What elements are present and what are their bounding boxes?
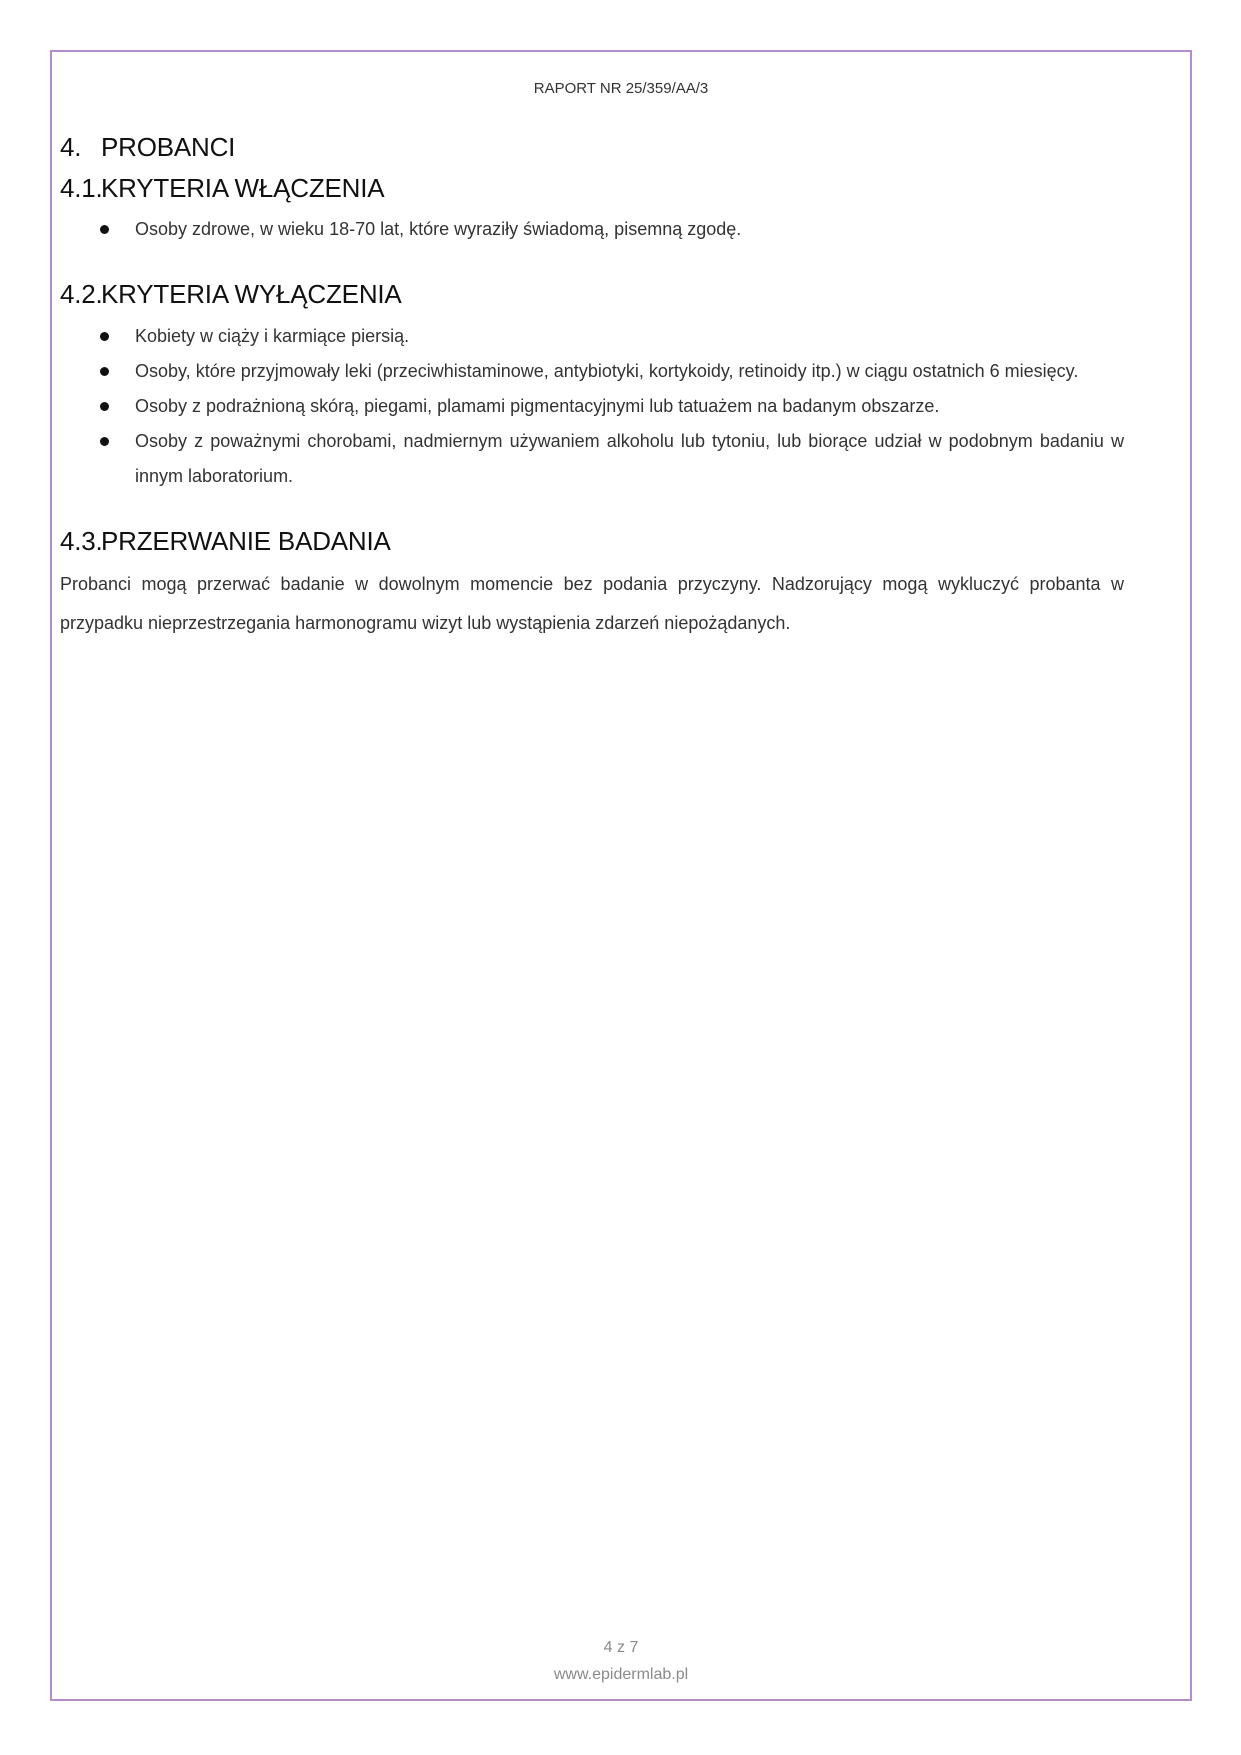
report-header: RAPORT NR 25/359/AA/3 bbox=[533, 80, 709, 97]
subsection-heading-termination bbox=[60, 526, 1124, 557]
bullet-icon bbox=[60, 424, 135, 494]
list-item-text: Osoby z poważnymi chorobami, nadmiernym używaniem alkoholu lub tytoniu, lub biorące udział w podobnym badaniu w innym laboratorium. bbox=[135, 430, 1124, 486]
list-item-text: Osoby z podrażnioną skórą, piegami, plamami pigmentacyjnymi lub tatuażem na badanym obszarze. bbox=[135, 395, 940, 416]
page-footer bbox=[52, 1634, 1190, 1688]
termination-paragraph: Probanci mogą przerwać badanie w dowolnym momencie bez podania przyczyny. Nadzorujący mogą wykluczyć probanta w przypadku nieprzestrzegania harmonogramu wizyt lub wystąpienia zdarzeń niepożądanych. bbox=[60, 573, 1124, 633]
page-indicator: 4 z 7 bbox=[603, 1639, 639, 1656]
subsection-heading-exclusion bbox=[60, 279, 1124, 310]
subsection-title: KRYTERIA WŁĄCZENIA bbox=[101, 173, 385, 204]
subsection-title: KRYTERIA WYŁĄCZENIA bbox=[101, 279, 402, 310]
document-content bbox=[60, 132, 1124, 643]
list-item bbox=[60, 424, 1124, 494]
section-title: PROBANCI bbox=[101, 132, 236, 162]
website-link[interactable]: www.epidermlab.pl bbox=[553, 1666, 689, 1683]
subsection-number: 4.1. bbox=[60, 173, 103, 204]
list-item-text: Osoby, które przyjmowały leki (przeciwhistaminowe, antybiotyki, kortykoidy, retinoidy itp.) w ciągu ostatnich 6 miesięcy. bbox=[135, 360, 1079, 381]
list-item bbox=[60, 389, 1124, 424]
subsection-title: PRZERWANIE BADANIA bbox=[101, 525, 391, 556]
list-item-text: Osoby zdrowe, w wieku 18-70 lat, które wyraziły świadomą, pisemną zgodę. bbox=[135, 219, 742, 240]
list-item bbox=[60, 212, 1124, 247]
list-item-text: Kobiety w ciąży i karmiące piersią. bbox=[135, 325, 410, 346]
exclusion-criteria-list bbox=[60, 319, 1124, 494]
inclusion-criteria-list bbox=[60, 212, 1124, 247]
list-item bbox=[60, 319, 1124, 354]
bullet-icon bbox=[60, 212, 135, 247]
subsection-number: 4.3. bbox=[60, 525, 103, 556]
bullet-icon bbox=[60, 389, 135, 424]
bullet-icon bbox=[60, 319, 135, 354]
subsection-number: 4.2. bbox=[60, 279, 103, 310]
subsection-heading-inclusion bbox=[60, 173, 1124, 204]
page-frame bbox=[50, 50, 1192, 1701]
list-item bbox=[60, 354, 1124, 389]
section-heading bbox=[60, 132, 1124, 163]
bullet-icon bbox=[60, 354, 135, 389]
section-number: 4. bbox=[60, 132, 82, 162]
